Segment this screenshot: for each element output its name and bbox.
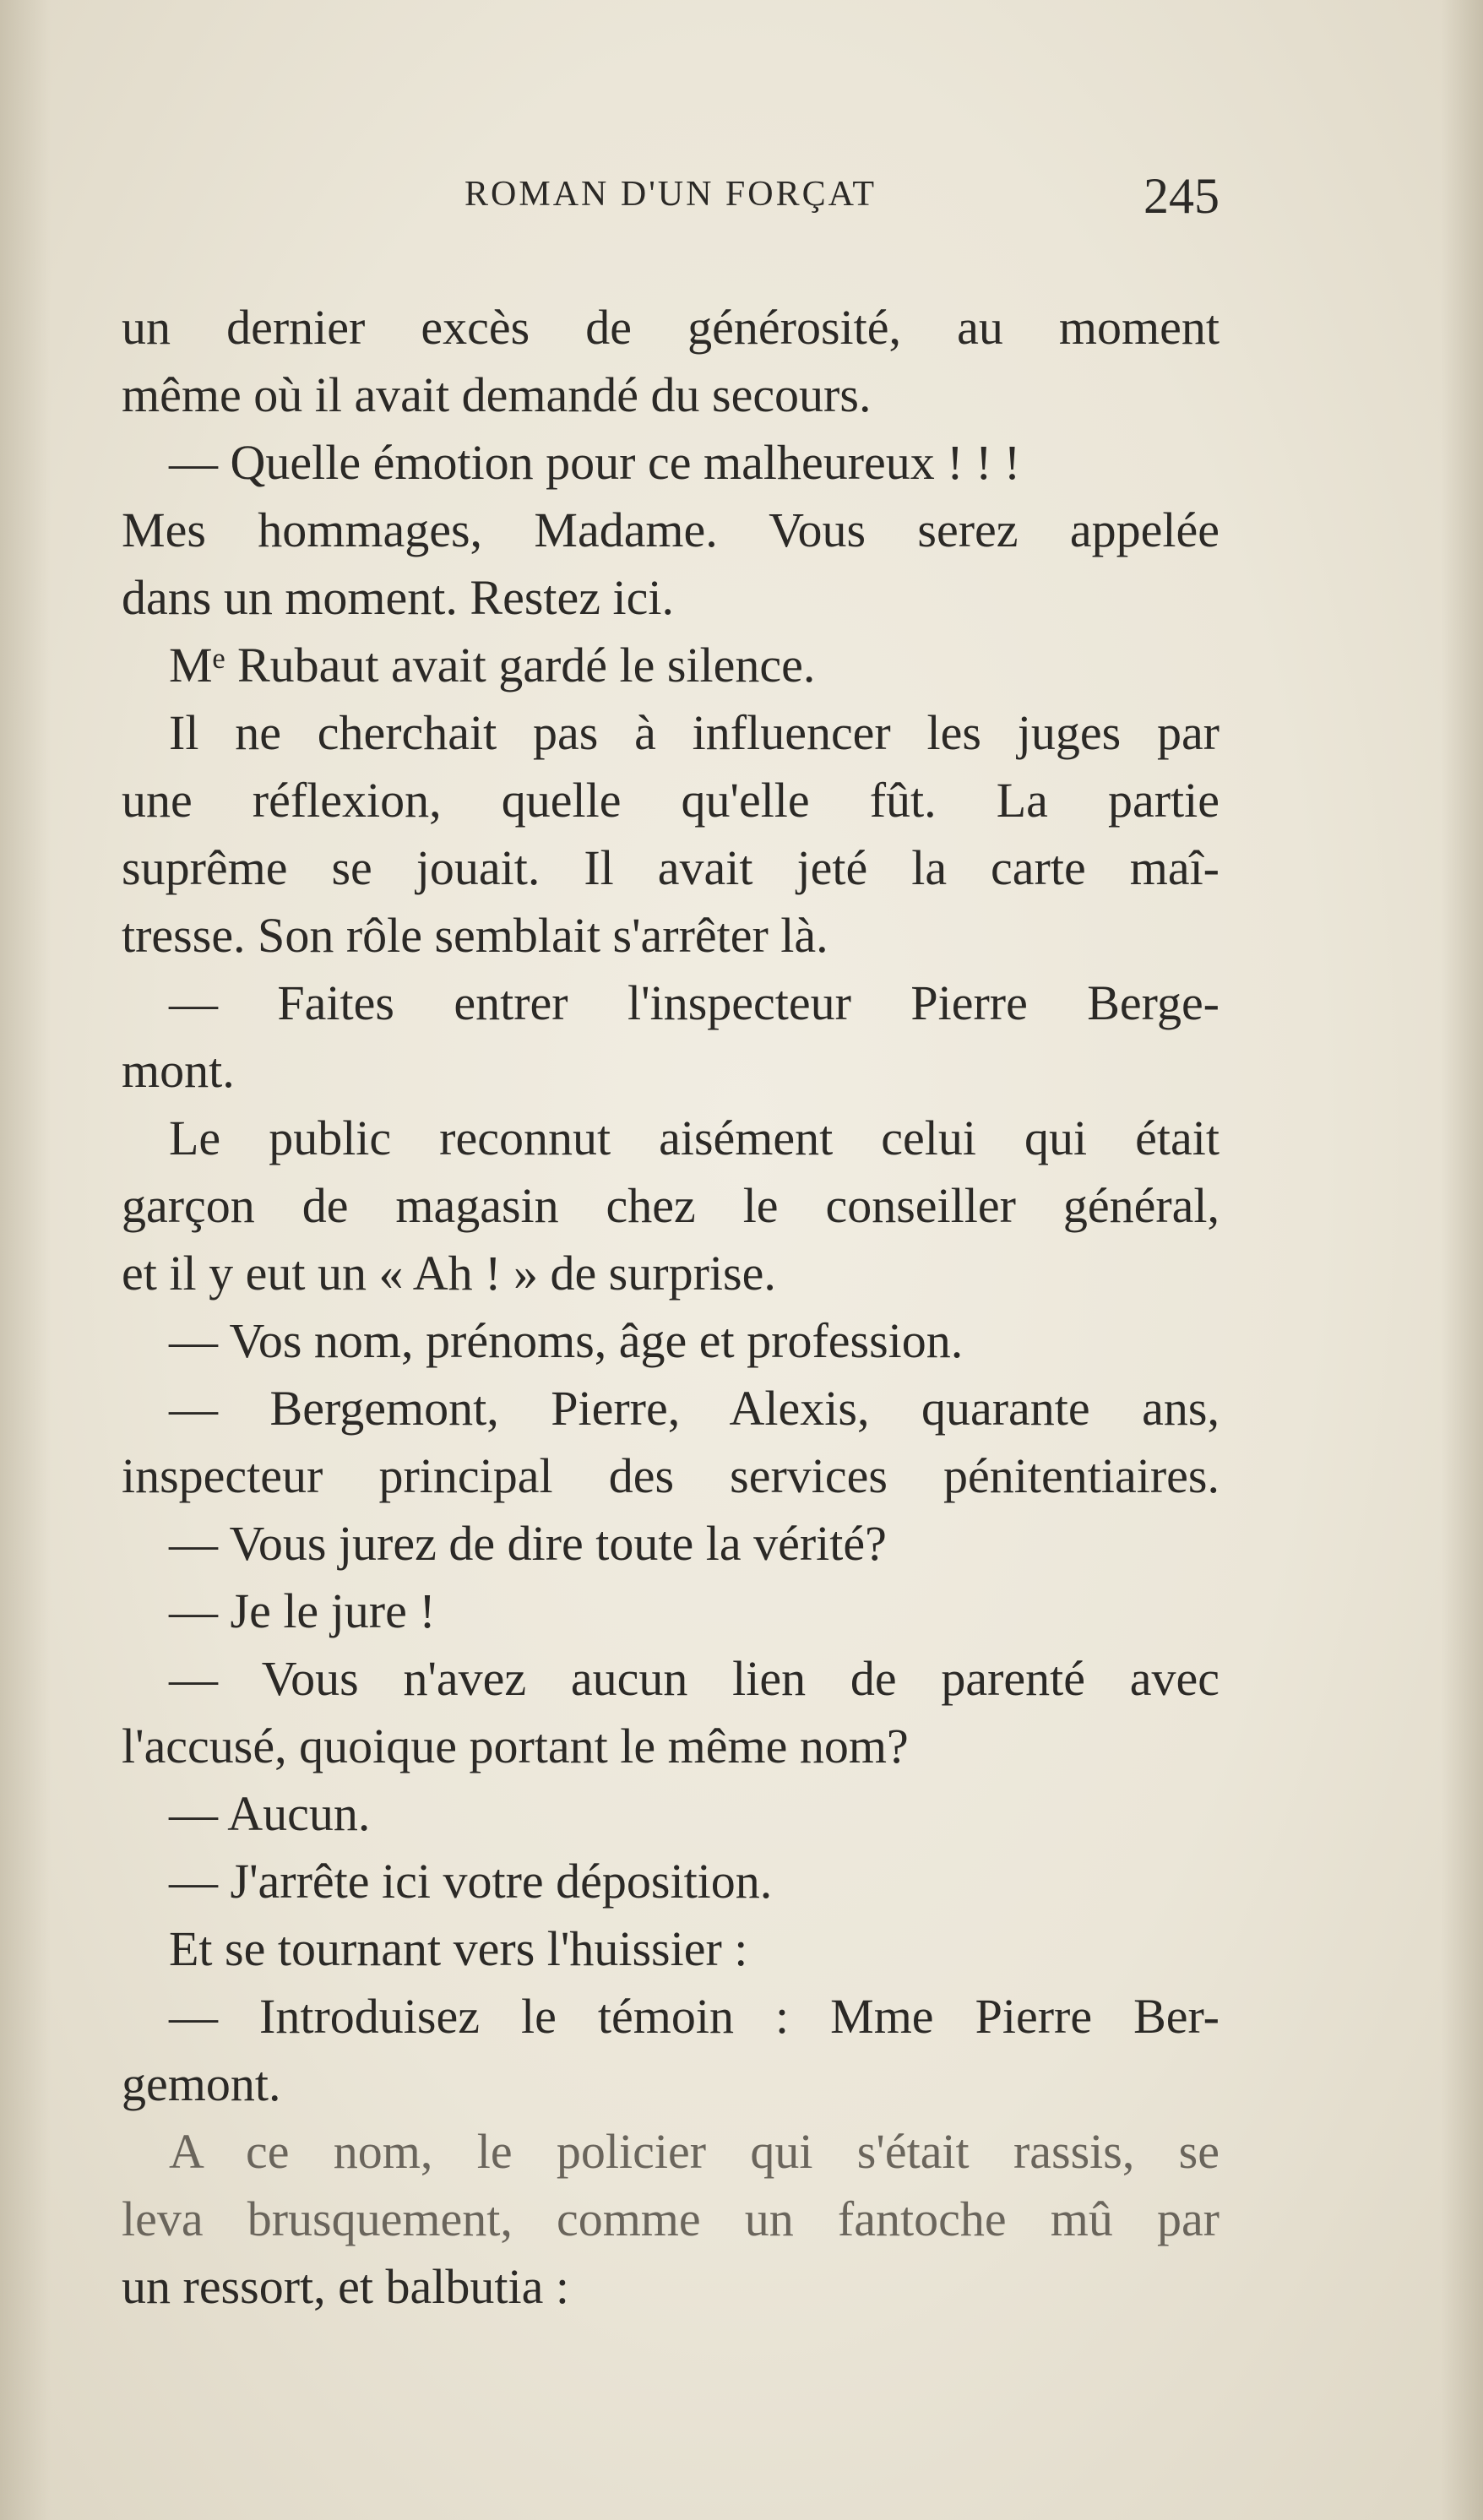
- text-line: Il ne cherchait pas à influencer les juges par: [169, 705, 1220, 760]
- text-line: garçon de magasin chez le conseiller général,: [122, 1178, 1220, 1233]
- text-line: dans un moment. Restez ici.: [122, 570, 674, 625]
- text-line: — Faites entrer l'inspecteur Pierre Berge-: [169, 975, 1220, 1030]
- text-line: Mᵉ Rubaut avait gardé le silence.: [169, 638, 816, 692]
- text-line: un dernier excès de générosité, au moment: [122, 300, 1220, 355]
- running-head: [122, 167, 1220, 226]
- text-line: l'accusé, quoique portant le même nom?: [122, 1719, 909, 1773]
- text-line: tresse. Son rôle semblait s'arrêter là.: [122, 908, 828, 963]
- text-line: un ressort, et balbutia :: [122, 2259, 569, 2314]
- text-line: — Vous n'avez aucun lien de parenté avec: [169, 1651, 1220, 1706]
- text-line: A ce nom, le policier qui s'était rassis, se: [169, 2124, 1220, 2179]
- text-line: Et se tournant vers l'huissier :: [169, 1921, 748, 1976]
- text-line: — Introduisez le témoin : Mme Pierre Ber-: [169, 1989, 1220, 2044]
- text-line: Mes hommages, Madame. Vous serez appelée: [122, 502, 1220, 557]
- text-line: même où il avait demandé du secours.: [122, 367, 872, 422]
- text-line: suprême se jouait. Il avait jeté la carte maî-: [122, 840, 1220, 895]
- text-line: une réflexion, quelle qu'elle fût. La partie: [122, 773, 1220, 828]
- text-line: — Vos nom, prénoms, âge et profession.: [169, 1313, 964, 1368]
- text-line: — Je le jure !: [169, 1583, 436, 1638]
- text-line: — Bergemont, Pierre, Alexis, quarante ans,: [169, 1381, 1220, 1436]
- text-line: — J'arrête ici votre déposition.: [169, 1854, 773, 1909]
- text-line: et il y eut un « Ah ! » de surprise.: [122, 1246, 776, 1301]
- text-line: inspecteur principal des services pénitentiaires.: [122, 1448, 1220, 1503]
- text-line: mont.: [122, 1043, 235, 1098]
- page-number: 245: [1143, 168, 1220, 224]
- text-line: — Vous jurez de dire toute la vérité?: [169, 1516, 887, 1571]
- text-line: Le public reconnut aisément celui qui était: [169, 1111, 1220, 1165]
- text-line: — Aucun.: [169, 1786, 371, 1841]
- text-line: leva brusquement, comme un fantoche mû par: [122, 2191, 1220, 2246]
- text-line: — Quelle émotion pour ce malheureux ! ! !: [169, 435, 1021, 490]
- body-text: [122, 294, 1220, 2321]
- running-title: ROMAN D'UN FORÇAT: [464, 175, 877, 214]
- text-line: gemont.: [122, 2056, 281, 2111]
